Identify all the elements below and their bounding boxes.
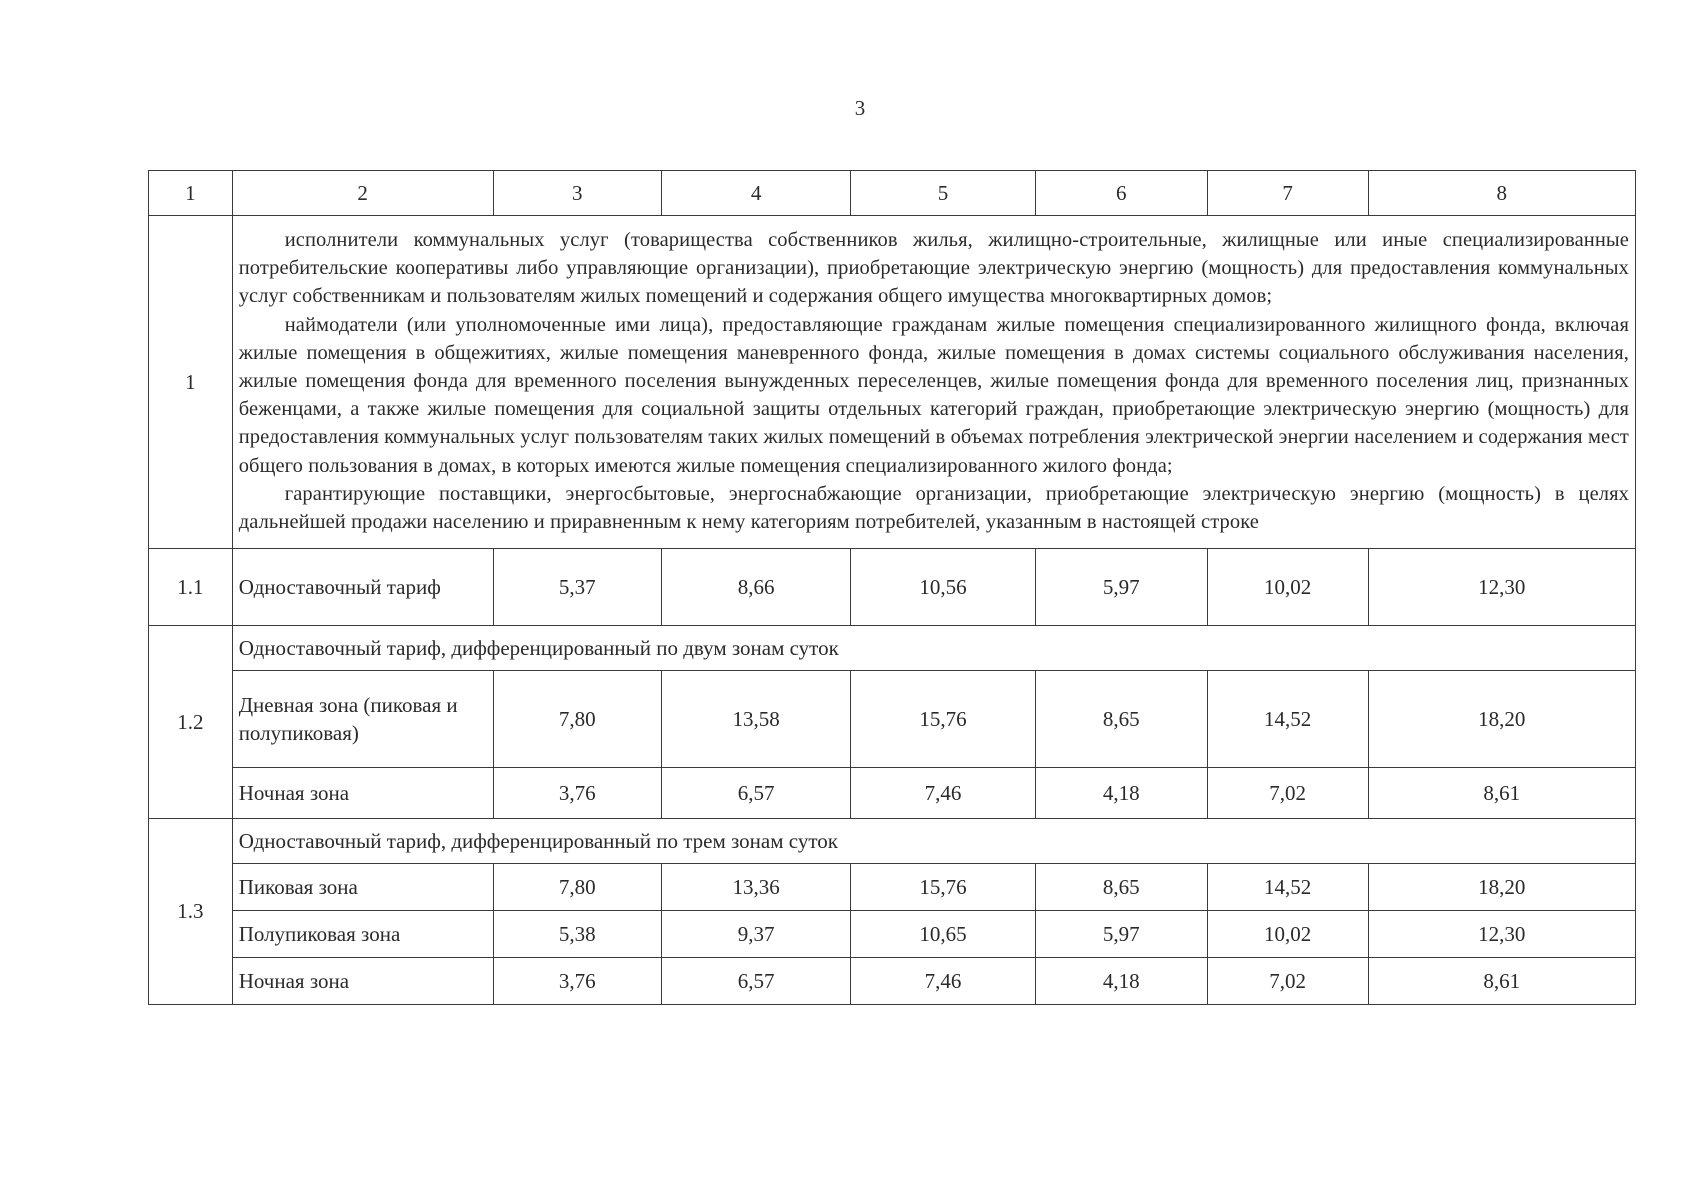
zone-label: Полупиковая зона [232, 911, 493, 958]
tariff-value: 4,18 [1035, 958, 1207, 1005]
header-cell: 6 [1035, 171, 1207, 216]
tariff-value: 5,37 [493, 549, 661, 626]
tariff-value: 12,30 [1368, 911, 1635, 958]
header-cell: 1 [149, 171, 233, 216]
tariff-value: 7,46 [851, 768, 1036, 819]
description-paragraph: наймодатели (или уполномоченные ими лица), предоставляющие гражданам жилые помещения специализированного жилищного фонда, включая жилые помещения в общежитиях, жилые помещения маневренного фонда, жилые помещения в домах системы социального обслуживания населения, жилые помещения фонда для временного поселения вынужденных переселенцев, жилые помещения фонда для временного поселения лиц, признанных беженцами, а также жилые помещения для социальной защиты отдельных категорий граждан, приобретающие электрическую энергию (мощность) для предоставления коммунальных услуг пользователям таких жилых помещений в объемах потребления электрической энергии населением и содержания мест общего пользования в домах, в которых имеются жилые помещения специализированного жилого фонда; [238, 313, 1629, 477]
header-cell: 2 [232, 171, 493, 216]
description-paragraph: исполнители коммунальных услуг (товарищества собственников жилья, жилищно-строительные, жилищные или иные специализированные потребительские кооперативы либо управляющие организации), приобретающие электрическую энергию (мощность) для предоставления коммунальных услуг собственникам и пользователям жилых помещений и содержания общего имущества многоквартирных домов; [238, 229, 1629, 308]
consumer-description [232, 216, 1635, 549]
subsection-title: Одноставочный тариф, дифференцированный по двум зонам суток [232, 626, 1635, 671]
row-1 [149, 216, 1636, 549]
tariff-value: 7,02 [1207, 958, 1368, 1005]
tariff-value: 8,61 [1368, 958, 1635, 1005]
zone-label: Пиковая зона [232, 864, 493, 911]
row-1-2-title [149, 626, 1636, 671]
row-id: 1 [149, 216, 233, 549]
tariff-value: 7,80 [493, 671, 661, 768]
tariff-table [148, 170, 1636, 1005]
tariff-value: 8,65 [1035, 671, 1207, 768]
row-1-3-peak [149, 864, 1636, 911]
tariff-value: 13,58 [662, 671, 851, 768]
tariff-value: 13,36 [662, 864, 851, 911]
header-cell: 5 [851, 171, 1036, 216]
tariff-value: 14,52 [1207, 671, 1368, 768]
tariff-value: 15,76 [851, 864, 1036, 911]
tariff-value: 6,57 [662, 768, 851, 819]
tariff-value: 8,65 [1035, 864, 1207, 911]
row-id: 1.1 [149, 549, 233, 626]
row-1-3-title [149, 819, 1636, 864]
tariff-value: 10,56 [851, 549, 1036, 626]
page-number: 3 [854, 96, 866, 120]
subsection-title: Одноставочный тариф, дифференцированный по трем зонам суток [232, 819, 1635, 864]
tariff-value: 5,38 [493, 911, 661, 958]
row-id: 1.3 [149, 819, 233, 1005]
tariff-value: 7,46 [851, 958, 1036, 1005]
row-1-3-semipeak [149, 911, 1636, 958]
tariff-value: 9,37 [662, 911, 851, 958]
tariff-value: 18,20 [1368, 864, 1635, 911]
tariff-value: 5,97 [1035, 911, 1207, 958]
tariff-value: 8,66 [662, 549, 851, 626]
tariff-value: 7,02 [1207, 768, 1368, 819]
zone-label: Ночная зона [232, 768, 493, 819]
tariff-value: 6,57 [662, 958, 851, 1005]
header-cell: 4 [662, 171, 851, 216]
row-1-2-day [149, 671, 1636, 768]
header-cell: 8 [1368, 171, 1635, 216]
tariff-value: 15,76 [851, 671, 1036, 768]
tariff-value: 10,65 [851, 911, 1036, 958]
header-cell: 7 [1207, 171, 1368, 216]
tariff-value: 12,30 [1368, 549, 1635, 626]
tariff-value: 18,20 [1368, 671, 1635, 768]
tariff-value: 4,18 [1035, 768, 1207, 819]
zone-label: Ночная зона [232, 958, 493, 1005]
header-row [149, 171, 1636, 216]
row-1-2-night [149, 768, 1636, 819]
tariff-value: 3,76 [493, 768, 661, 819]
header-cell: 3 [493, 171, 661, 216]
tariff-value: 10,02 [1207, 549, 1368, 626]
tariff-value: 7,80 [493, 864, 661, 911]
tariff-value: 14,52 [1207, 864, 1368, 911]
row-1-3-night [149, 958, 1636, 1005]
tariff-value: 10,02 [1207, 911, 1368, 958]
tariff-value: 8,61 [1368, 768, 1635, 819]
zone-label: Дневная зона (пиковая и полупиковая) [232, 671, 493, 768]
tariff-value: 5,97 [1035, 549, 1207, 626]
description-paragraph: гарантирующие поставщики, энергосбытовые, энергоснабжающие организации, приобретающие электрическую энергию (мощность) в целях дальнейшей продажи населению и приравненным к нему категориям потребителей, указанным в настоящей строке [238, 482, 1629, 534]
tariff-value: 3,76 [493, 958, 661, 1005]
row-id: 1.2 [149, 626, 233, 819]
tariff-label: Одноставочный тариф [232, 549, 493, 626]
row-1-1 [149, 549, 1636, 626]
